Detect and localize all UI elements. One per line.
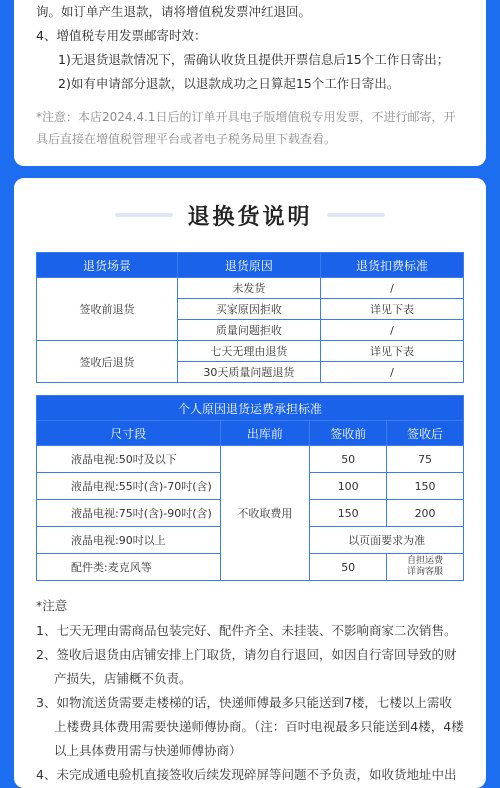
size-cell: 液晶电视:90吋以上 xyxy=(37,527,221,554)
size-cell: 配件类:麦克风等 xyxy=(37,554,221,581)
fee-after-cell: 150 xyxy=(387,473,464,500)
table-header-row xyxy=(37,253,464,278)
header-reason: 退货原因 xyxy=(177,253,320,278)
rule-item: 1、七天无理由需商品包装完好、配件齐全、未挂装、不影响商家二次销售。 xyxy=(36,623,457,638)
fee-before-cell: 50 xyxy=(310,554,387,581)
invoice-line-2: 4、增值税专用发票邮寄时效： xyxy=(36,28,207,43)
fee-cell: / xyxy=(320,320,463,341)
fee-before-cell: 50 xyxy=(310,446,387,473)
header-before-sign: 签收前 xyxy=(310,421,387,446)
reason-cell: 质量问题拒收 xyxy=(177,320,320,341)
table-row xyxy=(37,341,464,362)
fee-cell: 详见下表 xyxy=(320,299,463,320)
header-before-out: 出库前 xyxy=(220,421,310,446)
table-row xyxy=(37,446,464,473)
invoice-line-4: 2)如有申请部分退款，以退款成功之日算起15个工作日寄出。 xyxy=(58,76,400,91)
header-scenario: 退货场景 xyxy=(37,253,178,278)
fee-after-cell: 200 xyxy=(387,500,464,527)
header-size: 尺寸段 xyxy=(37,421,221,446)
invoice-note: *注意：本店2024.4.1日后的订单开具电子版增值税专用发票，不进行邮寄，开具后直接在增值税管理平台或者电子税务局里下载查看。 xyxy=(36,110,456,146)
rules-list xyxy=(36,593,464,787)
title-decor-right xyxy=(327,213,385,217)
fee-cell: / xyxy=(320,278,463,299)
table-header-row xyxy=(37,421,464,446)
section-title: 退换货说明 xyxy=(187,204,313,230)
reason-cell: 买家原因拒收 xyxy=(177,299,320,320)
section-title-row xyxy=(36,178,464,252)
size-cell: 液晶电视:50吋及以下 xyxy=(37,446,221,473)
fee-after-cell: 自担运费 详询客服 xyxy=(387,554,464,581)
return-policy-card xyxy=(14,178,486,788)
title-decor-left xyxy=(115,213,173,217)
reason-cell: 30天质量问题退货 xyxy=(177,362,320,383)
rule-item: 2、签收后退货由店铺安排上门取货，请勿自行退回，如因自行寄回导致的财产损失，店铺概不负责。 xyxy=(36,647,457,686)
return-scenario-table xyxy=(36,252,464,383)
fee-after-cell: 75 xyxy=(387,446,464,473)
invoice-line-3: 1)无退货退款情况下，需确认收货且提供开票信息后15个工作日寄出； xyxy=(58,52,450,67)
rule-item: 4、未完成通电验机直接签收后续发现碎屏等问题不予负责，如收货地址中出 xyxy=(36,767,457,782)
table-caption-row xyxy=(37,396,464,421)
table-caption: 个人原因退货运费承担标准 xyxy=(37,396,464,421)
group-before-sign: 签收前退货 xyxy=(37,278,178,341)
header-after-sign: 签收后 xyxy=(387,421,464,446)
rule-item: 3、如物流送货需要走楼梯的话，快递师傅最多只能送到7楼，七楼以上需收上楼费具体费用需要快递师傅协商。（注：百吋电视最多只能送到4楼，4楼以上具体费用需与快递师傅协商） xyxy=(36,695,464,758)
pre-out-cell: 不收取费用 xyxy=(220,446,310,581)
header-fee: 退货扣费标准 xyxy=(320,253,463,278)
size-cell: 液晶电视:75吋(含)-90吋(含) xyxy=(37,500,221,527)
reason-cell: 未发货 xyxy=(177,278,320,299)
fee-cell: / xyxy=(320,362,463,383)
group-after-sign: 签收后退货 xyxy=(37,341,178,383)
fee-cell: 详见下表 xyxy=(320,341,463,362)
invoice-info-card xyxy=(14,0,486,166)
size-cell: 液晶电视:55吋(含)-70吋(含) xyxy=(37,473,221,500)
fee-before-cell: 100 xyxy=(310,473,387,500)
reason-cell: 七天无理由退货 xyxy=(177,341,320,362)
fee-before-cell: 150 xyxy=(310,500,387,527)
rules-heading: *注意 xyxy=(36,598,68,613)
shipping-fee-table xyxy=(36,395,464,581)
fee-page-cell: 以页面要求为准 xyxy=(310,527,464,554)
table-row xyxy=(37,278,464,299)
invoice-line-1: 询。如订单产生退款，请将增值税发票冲红退回。 xyxy=(36,4,312,19)
